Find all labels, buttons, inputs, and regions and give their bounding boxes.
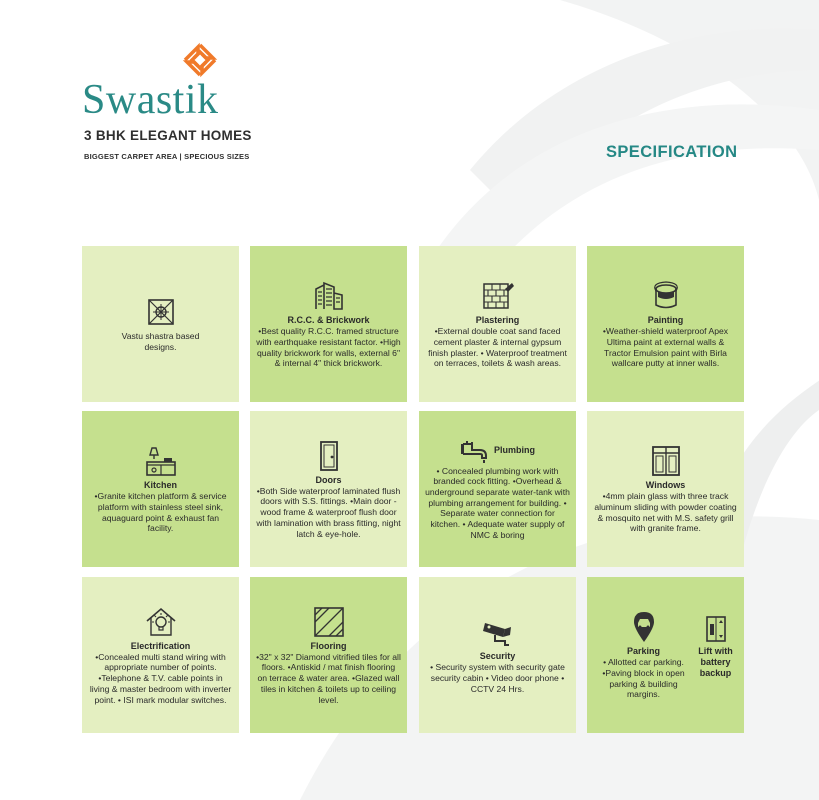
paint-bucket-icon <box>649 279 683 313</box>
card-parking-title: Parking <box>626 646 660 657</box>
card-security-text: • Security system with security gate security cabin • Video door phone • CCTV 24 Hrs. <box>430 662 565 694</box>
card-kitchen-title: Kitchen <box>143 480 177 491</box>
card-electrification-title: Electrification <box>130 640 191 651</box>
card-plumbing-header <box>460 438 535 464</box>
card-windows <box>587 411 744 567</box>
brand-tagline: 3 BHK ELEGANT HOMES <box>84 128 252 143</box>
floor-tile-icon <box>312 605 346 639</box>
card-rcc-text: •Best quality R.C.C. framed structure with earthquake resistant factor. •High quality brickwork for walls, external 6" & internal 4" thick brickwork. <box>256 326 401 369</box>
card-plastering <box>419 246 576 402</box>
card-plumbing-text: • Concealed plumbing work with branded cock fitting. •Overhead & underground separate water-tank with plumbing arrangement for building. • Separate water connection for kitchen. • Adequate water supply of NMC & boring <box>425 465 570 540</box>
card-kitchen <box>82 411 239 567</box>
card-plastering-text: •External double coat sand faced cement plaster & internal gypsum finish plaster. • Waterproof treatment on terraces, toilets & wash areas. <box>428 326 567 369</box>
brand-subtagline: BIGGEST CARPET AREA | SPECIOUS SIZES <box>84 152 250 161</box>
card-doors-text: •Both Side waterproof laminated flush doors with S.S. fittings. •Main door - wood frame & waterproof flush door with lamination with brass fitting, night latch & eye-hole. <box>256 485 401 539</box>
card-painting-title: Painting <box>647 315 684 326</box>
card-lift-title: Lift with battery backup <box>698 646 733 678</box>
card-plumbing <box>419 411 576 567</box>
card-flooring <box>250 577 407 733</box>
window-icon <box>649 444 683 478</box>
card-electrification-text: •Concealed multi stand wiring with appropriate number of points. •Telephone & T.V. cable points in living & master bedroom with inverter point. • ISI mark modular switches. <box>89 651 232 705</box>
card-windows-text: •4mm plain glass with three track aluminum sliding with powder coating & mosquito net with M.S. safety grill with granite frame. <box>594 491 737 534</box>
card-parking-text: • Allotted car parking. •Paving block in open parking & building margins. <box>602 657 685 700</box>
card-vastu-text: Vastu shastra based designs. <box>121 331 200 352</box>
card-plastering-title: Plastering <box>475 315 520 326</box>
door-icon <box>312 439 346 473</box>
tap-icon <box>460 438 490 464</box>
lift-icon <box>705 615 727 643</box>
card-parking-lift <box>587 577 744 733</box>
car-pin-icon <box>627 610 661 644</box>
parking-section <box>594 610 694 700</box>
kitchen-icon <box>144 444 178 478</box>
card-painting <box>587 246 744 402</box>
card-vastu <box>82 246 239 402</box>
brick-wall-icon <box>481 279 515 313</box>
card-electrification <box>82 577 239 733</box>
card-plumbing-title: Plumbing <box>494 445 535 456</box>
card-doors <box>250 411 407 567</box>
page-title: SPECIFICATION <box>606 143 738 161</box>
lift-section <box>694 615 738 679</box>
swastik-logo-icon <box>182 42 218 78</box>
card-rcc-title: R.C.C. & Brickwork <box>287 315 370 326</box>
card-rcc <box>250 246 407 402</box>
card-flooring-text: •32" x 32" Diamond vitrified tiles for all floors. •Antiskid / mat finish flooring on terrace & water area. •Glazed wall tiles in kitchen & toilets up to ceiling level. <box>256 651 401 705</box>
card-security-title: Security <box>479 651 516 662</box>
building-icon <box>312 279 346 313</box>
card-flooring-title: Flooring <box>310 640 347 651</box>
card-windows-title: Windows <box>645 480 686 491</box>
vastu-icon <box>144 295 178 329</box>
brand-name: Swastik <box>82 77 219 123</box>
cctv-camera-icon <box>481 615 515 649</box>
card-security <box>419 577 576 733</box>
bulb-house-icon <box>144 605 178 639</box>
card-painting-text: •Weather-shield waterproof Apex Ultima paint at external walls & Tractor Emulsion paint with Birla wallcare putty at inner walls. <box>602 326 729 369</box>
card-kitchen-text: •Granite kitchen platform & service platform with stainless steel sink, aquaguard point & exhaust fan facility. <box>94 491 227 534</box>
card-doors-title: Doors <box>315 474 342 485</box>
